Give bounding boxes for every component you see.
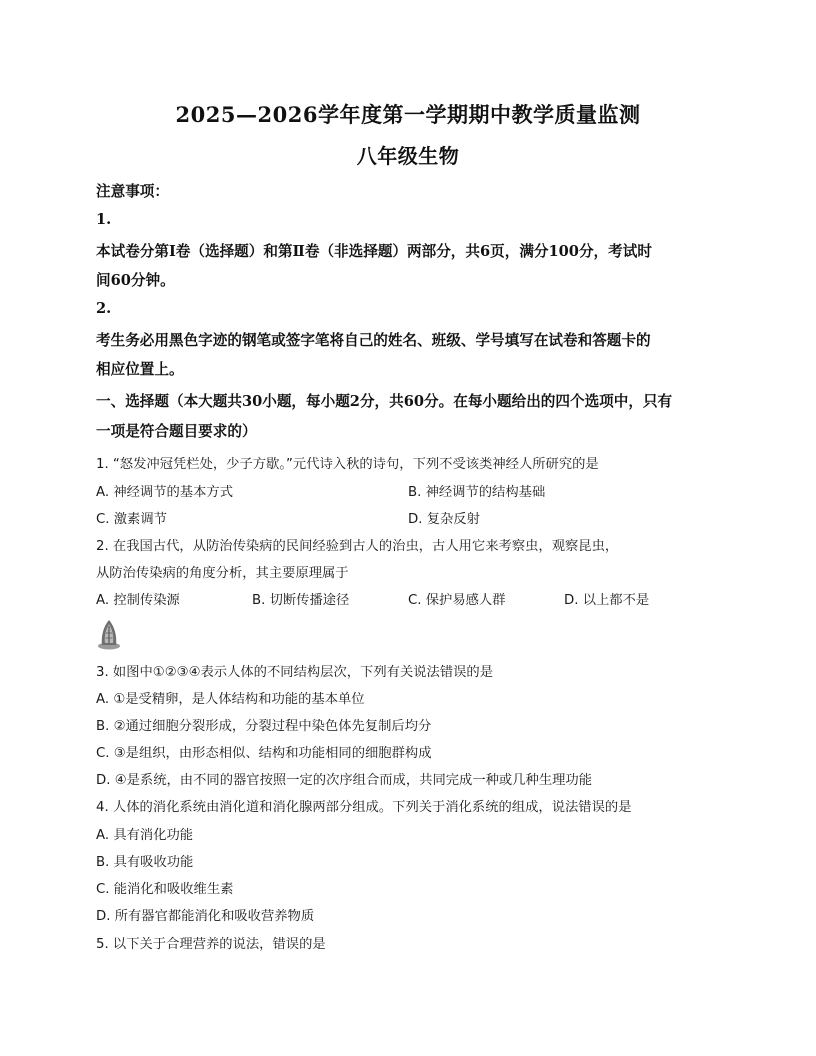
q4-option-d: D. 所有器官都能消化和吸收营养物质 [96, 909, 315, 924]
specimen-figure-image [96, 617, 122, 651]
section-heading-line-1: 一、选择题（本大题共30小题，每小题2分，共60分。在每小题给出的四个选项中，只有 [96, 393, 673, 410]
q4-option-c: C. 能消化和吸收维生素 [96, 882, 234, 897]
note-2-line-1: 考生务必用黑色字迹的钢笔或签字笔将自己的姓名、班级、学号填写在试卷和答题卡的 [96, 332, 651, 349]
q1-option-d: D. 复杂反射 [408, 512, 480, 527]
q2-stem-line-2: 从防治传染病的角度分析，其主要原理属于 [96, 566, 349, 581]
q3-option-b: B. ②通过细胞分裂形成，分裂过程中染色体先复制后均分 [96, 719, 432, 734]
q3-option-a: A. ①是受精卵，是人体结构和功能的基本单位 [96, 692, 365, 707]
q2-stem-line-1: 2. 在我国古代，从防治传染病的民间经验到古人的治虫，古人用它来考察虫，观察昆虫， [96, 539, 619, 554]
q3-option-c: C. ③是组织，由形态相似、结构和功能相同的细胞群构成 [96, 746, 432, 761]
note-1-line-1: 本试卷分第Ⅰ卷（选择题）和第Ⅱ卷（非选择题）两部分，共6页，满分100分，考试时 [96, 243, 652, 260]
q2-option-b: B. 切断传播途径 [252, 593, 350, 608]
note-1-line-2: 间60分钟。 [96, 272, 175, 289]
q4-stem: 4. 人体的消化系统由消化道和消化腺两部分组成。下列关于消化系统的组成，说法错误的是 [96, 800, 632, 815]
q2-option-a: A. 控制传染源 [96, 593, 180, 608]
note-2-number: 2. [96, 300, 112, 317]
exam-subtitle: 八年级生物 [356, 144, 460, 168]
q2-option-c: C. 保护易感人群 [408, 593, 506, 608]
q4-option-a: A. 具有消化功能 [96, 828, 194, 843]
note-1-number: 1. [96, 211, 112, 228]
exam-title: 2025—2026学年度第一学期期中教学质量监测 [175, 102, 641, 127]
q5-stem: 5. 以下关于合理营养的说法，错误的是 [96, 937, 326, 952]
q1-stem: 1. “怒发冲冠凭栏处，少子方歇。”元代诗入秋的诗句，下列不受该类神经人所研究的是 [96, 457, 599, 472]
note-2-line-2: 相应位置上。 [96, 361, 184, 378]
q2-option-d: D. 以上都不是 [564, 593, 650, 608]
q1-option-c: C. 激素调节 [96, 512, 167, 527]
q3-option-d: D. ④是系统，由不同的器官按照一定的次序组合而成，共同完成一种或几种生理功能 [96, 773, 593, 788]
section-heading-line-2: 一项是符合题目要求的） [96, 423, 257, 440]
q3-stem: 3. 如图中①②③④表示人体的不同结构层次，下列有关说法错误的是 [96, 665, 494, 680]
q1-option-a: A. 神经调节的基本方式 [96, 485, 233, 500]
notes-heading: 注意事项： [96, 183, 169, 200]
q1-option-b: B. 神经调节的结构基础 [408, 485, 546, 500]
q4-option-b: B. 具有吸收功能 [96, 855, 194, 870]
